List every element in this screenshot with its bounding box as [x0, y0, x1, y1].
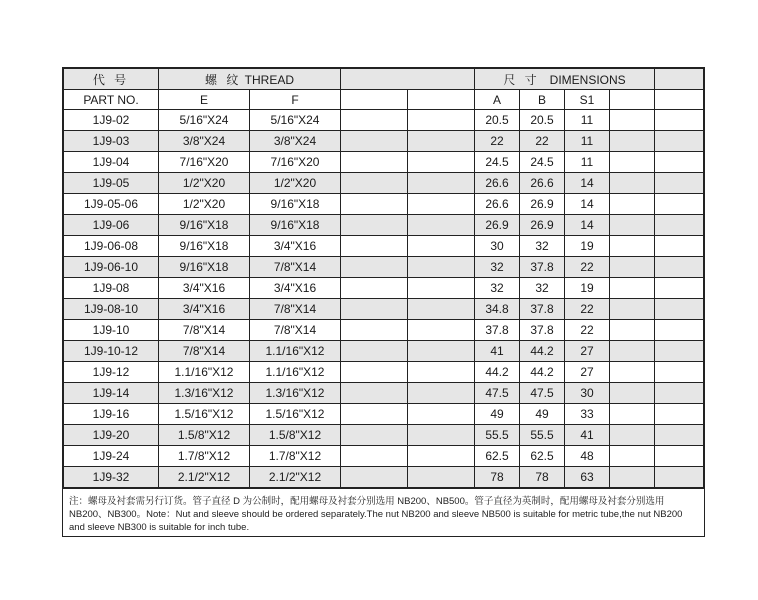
cell-blank [408, 299, 475, 320]
cell-a: 26.6 [475, 173, 520, 194]
cell-b: 37.8 [520, 320, 565, 341]
cell-e: 3/4"X16 [159, 299, 250, 320]
cell-blank [655, 257, 704, 278]
cell-f: 7/8"X14 [250, 257, 341, 278]
cell-blank [610, 467, 655, 488]
table-row [64, 173, 704, 194]
cell-blank [655, 131, 704, 152]
cell-a: 26.6 [475, 194, 520, 215]
header-code-cn: 代 号 [64, 69, 159, 90]
cell-a: 32 [475, 257, 520, 278]
cell-blank [341, 131, 408, 152]
cell-s1: 14 [565, 194, 610, 215]
cell-e: 7/8"X14 [159, 320, 250, 341]
cell-f: 3/4"X16 [250, 236, 341, 257]
cell-f: 3/4"X16 [250, 278, 341, 299]
cell-f: 1.1/16"X12 [250, 341, 341, 362]
cell-part: 1J9-05-06 [64, 194, 159, 215]
cell-a: 20.5 [475, 110, 520, 131]
cell-s1: 22 [565, 257, 610, 278]
cell-s1: 14 [565, 173, 610, 194]
table-row [64, 341, 704, 362]
cell-e: 1.5/8"X12 [159, 425, 250, 446]
header-col-f: F [250, 90, 341, 110]
cell-part: 1J9-02 [64, 110, 159, 131]
cell-blank [408, 215, 475, 236]
cell-a: 49 [475, 404, 520, 425]
cell-blank [341, 404, 408, 425]
header-col-blank-3 [610, 90, 655, 110]
cell-f: 1.5/16"X12 [250, 404, 341, 425]
cell-blank [655, 152, 704, 173]
cell-part: 1J9-10 [64, 320, 159, 341]
cell-blank [610, 131, 655, 152]
cell-s1: 22 [565, 320, 610, 341]
cell-e: 7/8"X14 [159, 341, 250, 362]
cell-s1: 22 [565, 299, 610, 320]
cell-blank [610, 383, 655, 404]
cell-blank [341, 173, 408, 194]
cell-s1: 48 [565, 446, 610, 467]
cell-blank [610, 404, 655, 425]
cell-blank [610, 215, 655, 236]
cell-part: 1J9-32 [64, 467, 159, 488]
cell-s1: 11 [565, 152, 610, 173]
cell-blank [341, 215, 408, 236]
cell-a: 44.2 [475, 362, 520, 383]
cell-e: 1.7/8"X12 [159, 446, 250, 467]
cell-e: 2.1/2"X12 [159, 467, 250, 488]
cell-part: 1J9-08-10 [64, 299, 159, 320]
header-blank-1 [341, 69, 475, 90]
header-col-blank-4 [655, 90, 704, 110]
table-row [64, 194, 704, 215]
header-col-blank-2 [408, 90, 475, 110]
cell-e: 9/16"X18 [159, 257, 250, 278]
table-row [64, 467, 704, 488]
cell-e: 1.1/16"X12 [159, 362, 250, 383]
cell-f: 5/16"X24 [250, 110, 341, 131]
cell-b: 44.2 [520, 341, 565, 362]
cell-blank [341, 362, 408, 383]
cell-b: 20.5 [520, 110, 565, 131]
table-row [64, 425, 704, 446]
cell-blank [408, 257, 475, 278]
cell-blank [610, 299, 655, 320]
table-row [64, 152, 704, 173]
cell-part: 1J9-06 [64, 215, 159, 236]
cell-e: 5/16"X24 [159, 110, 250, 131]
cell-blank [655, 236, 704, 257]
header-thread [159, 69, 341, 90]
table-row [64, 215, 704, 236]
cell-b: 22 [520, 131, 565, 152]
header-dim-en: DIMENSIONS [549, 72, 626, 87]
cell-f: 7/8"X14 [250, 299, 341, 320]
header-col-blank-1 [341, 90, 408, 110]
cell-e: 7/16"X20 [159, 152, 250, 173]
cell-blank [655, 173, 704, 194]
cell-blank [610, 173, 655, 194]
spec-table-frame [62, 67, 705, 537]
cell-blank [610, 320, 655, 341]
cell-blank [610, 362, 655, 383]
cell-blank [610, 152, 655, 173]
cell-e: 1.5/16"X12 [159, 404, 250, 425]
cell-blank [655, 215, 704, 236]
cell-e: 9/16"X18 [159, 215, 250, 236]
cell-blank [341, 110, 408, 131]
cell-blank [408, 173, 475, 194]
cell-s1: 27 [565, 362, 610, 383]
table-row [64, 299, 704, 320]
cell-b: 32 [520, 278, 565, 299]
cell-blank [408, 362, 475, 383]
cell-b: 26.9 [520, 215, 565, 236]
table-row [64, 362, 704, 383]
header-col-b: B [520, 90, 565, 110]
cell-a: 41 [475, 341, 520, 362]
cell-blank [408, 425, 475, 446]
table-row [64, 320, 704, 341]
cell-blank [341, 257, 408, 278]
header-part-no: PART NO. [64, 90, 159, 110]
cell-b: 37.8 [520, 299, 565, 320]
cell-blank [610, 341, 655, 362]
cell-s1: 27 [565, 341, 610, 362]
cell-blank [408, 341, 475, 362]
cell-e: 1.3/16"X12 [159, 383, 250, 404]
cell-blank [341, 446, 408, 467]
cell-f: 3/8"X24 [250, 131, 341, 152]
cell-b: 24.5 [520, 152, 565, 173]
table-row [64, 110, 704, 131]
cell-part: 1J9-10-12 [64, 341, 159, 362]
cell-blank [655, 341, 704, 362]
cell-s1: 11 [565, 131, 610, 152]
cell-f: 1.1/16"X12 [250, 362, 341, 383]
cell-blank [655, 425, 704, 446]
table-row [64, 131, 704, 152]
cell-blank [341, 425, 408, 446]
header-col-e: E [159, 90, 250, 110]
cell-f: 9/16"X18 [250, 215, 341, 236]
cell-f: 1/2"X20 [250, 173, 341, 194]
cell-a: 26.9 [475, 215, 520, 236]
cell-part: 1J9-14 [64, 383, 159, 404]
cell-a: 24.5 [475, 152, 520, 173]
cell-blank [610, 236, 655, 257]
cell-a: 32 [475, 278, 520, 299]
table-row [64, 236, 704, 257]
cell-blank [408, 404, 475, 425]
cell-blank [408, 131, 475, 152]
cell-blank [655, 383, 704, 404]
cell-s1: 19 [565, 236, 610, 257]
cell-blank [610, 110, 655, 131]
cell-f: 1.5/8"X12 [250, 425, 341, 446]
cell-blank [341, 278, 408, 299]
cell-a: 30 [475, 236, 520, 257]
cell-part: 1J9-05 [64, 173, 159, 194]
cell-a: 62.5 [475, 446, 520, 467]
cell-f: 9/16"X18 [250, 194, 341, 215]
cell-a: 78 [475, 467, 520, 488]
cell-s1: 33 [565, 404, 610, 425]
cell-f: 1.7/8"X12 [250, 446, 341, 467]
table-row [64, 383, 704, 404]
cell-part: 1J9-03 [64, 131, 159, 152]
cell-a: 47.5 [475, 383, 520, 404]
footnote: 注：螺母及衬套需另行订货。管子直径 D 为公制时，配用螺母及衬套分别选用 NB200、NB500。管子直径为英制时，配用螺母及衬套分别选用 NB200、NB300。Note：Nut and sleeve should be ordered separately.The nut NB200 and sleeve NB500 is suitable for metric tube,the nut NB200 and sleeve NB300 is suitable for inch tube. [63, 488, 704, 536]
cell-b: 49 [520, 404, 565, 425]
cell-b: 78 [520, 467, 565, 488]
cell-blank [408, 467, 475, 488]
cell-b: 47.5 [520, 383, 565, 404]
header-row-1 [64, 69, 704, 90]
cell-blank [408, 236, 475, 257]
cell-blank [655, 278, 704, 299]
cell-blank [655, 194, 704, 215]
cell-blank [610, 194, 655, 215]
cell-blank [341, 236, 408, 257]
cell-blank [341, 299, 408, 320]
cell-blank [341, 152, 408, 173]
cell-blank [610, 446, 655, 467]
cell-b: 37.8 [520, 257, 565, 278]
header-dimensions [475, 69, 655, 90]
cell-e: 1/2"X20 [159, 194, 250, 215]
cell-b: 26.9 [520, 194, 565, 215]
cell-f: 7/8"X14 [250, 320, 341, 341]
header-thread-cn: 螺 纹 [204, 72, 242, 87]
cell-b: 62.5 [520, 446, 565, 467]
header-thread-en: THREAD [244, 72, 295, 87]
cell-blank [610, 425, 655, 446]
table-row [64, 278, 704, 299]
cell-blank [655, 110, 704, 131]
header-row-2 [64, 90, 704, 110]
cell-b: 32 [520, 236, 565, 257]
cell-blank [408, 194, 475, 215]
cell-part: 1J9-20 [64, 425, 159, 446]
header-col-s1: S1 [565, 90, 610, 110]
cell-part: 1J9-04 [64, 152, 159, 173]
cell-part: 1J9-06-10 [64, 257, 159, 278]
cell-blank [655, 320, 704, 341]
cell-e: 3/4"X16 [159, 278, 250, 299]
cell-blank [408, 446, 475, 467]
cell-e: 9/16"X18 [159, 236, 250, 257]
cell-part: 1J9-16 [64, 404, 159, 425]
cell-blank [341, 467, 408, 488]
cell-b: 44.2 [520, 362, 565, 383]
cell-s1: 30 [565, 383, 610, 404]
cell-f: 2.1/2"X12 [250, 467, 341, 488]
cell-blank [408, 383, 475, 404]
header-blank-2 [655, 69, 704, 90]
cell-f: 7/16"X20 [250, 152, 341, 173]
cell-a: 22 [475, 131, 520, 152]
table-body [64, 110, 704, 488]
table-row [64, 404, 704, 425]
cell-blank [408, 278, 475, 299]
cell-s1: 14 [565, 215, 610, 236]
cell-blank [655, 467, 704, 488]
header-col-a: A [475, 90, 520, 110]
cell-e: 3/8"X24 [159, 131, 250, 152]
cell-part: 1J9-24 [64, 446, 159, 467]
cell-blank [408, 152, 475, 173]
cell-blank [408, 110, 475, 131]
cell-b: 26.6 [520, 173, 565, 194]
cell-a: 34.8 [475, 299, 520, 320]
cell-blank [341, 341, 408, 362]
cell-blank [341, 320, 408, 341]
spec-table [63, 68, 704, 488]
cell-s1: 11 [565, 110, 610, 131]
cell-part: 1J9-08 [64, 278, 159, 299]
table-row [64, 257, 704, 278]
table-row [64, 446, 704, 467]
cell-a: 37.8 [475, 320, 520, 341]
cell-blank [655, 362, 704, 383]
cell-blank [655, 404, 704, 425]
cell-s1: 19 [565, 278, 610, 299]
cell-blank [655, 446, 704, 467]
cell-e: 1/2"X20 [159, 173, 250, 194]
cell-blank [610, 278, 655, 299]
cell-a: 55.5 [475, 425, 520, 446]
cell-s1: 63 [565, 467, 610, 488]
cell-part: 1J9-06-08 [64, 236, 159, 257]
cell-blank [341, 194, 408, 215]
cell-blank [341, 383, 408, 404]
cell-part: 1J9-12 [64, 362, 159, 383]
cell-s1: 41 [565, 425, 610, 446]
cell-b: 55.5 [520, 425, 565, 446]
cell-blank [610, 257, 655, 278]
header-dim-cn: 尺 寸 [503, 72, 540, 87]
cell-f: 1.3/16"X12 [250, 383, 341, 404]
cell-blank [408, 320, 475, 341]
cell-blank [655, 299, 704, 320]
